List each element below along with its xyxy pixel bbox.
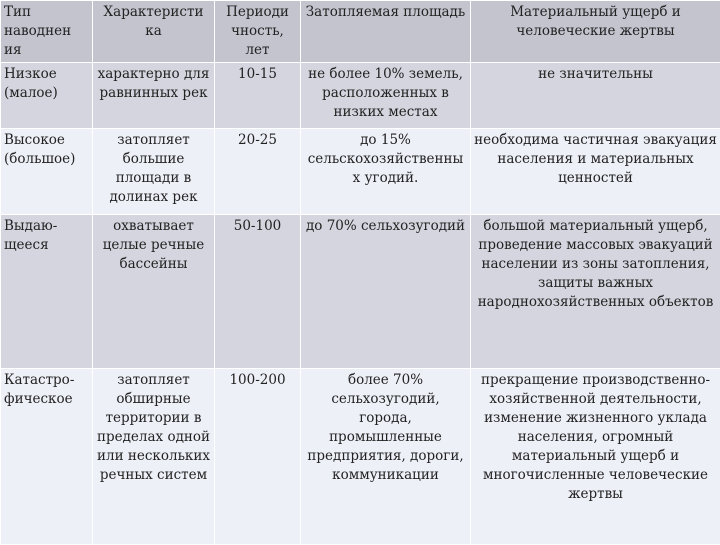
table-header-row xyxy=(1,1,720,63)
characteristic-cell: характерно для равнинных рек xyxy=(93,63,215,129)
damage-cell: большой материальный ущерб, проведение массовых эвакуаций населении из зоны затопления, защиты важных народнохозяйственных объектов xyxy=(471,215,720,369)
flooded-area-cell: до 15% сельскохозяйственны х угодий. xyxy=(301,129,471,215)
table-row xyxy=(1,215,720,369)
flood-type-cell: Высокое (большое) xyxy=(1,129,93,215)
header-flooded-area: Затопляемая площадь xyxy=(301,1,471,63)
flood-type-cell: Выдаю-щееся xyxy=(1,215,93,369)
table-row xyxy=(1,63,720,129)
characteristic-cell: охватывает целые речные бассейны xyxy=(93,215,215,369)
header-periodicity: Периоди чность, лет xyxy=(215,1,301,63)
flooded-area-cell: не более 10% земель, расположенных в низких местах xyxy=(301,63,471,129)
header-characteristic: Характеристи ка xyxy=(93,1,215,63)
table-row xyxy=(1,129,720,215)
flooded-area-cell: более 70% сельхозугодий, города, промышленные предприятия, дороги, коммуникации xyxy=(301,369,471,545)
characteristic-cell: затопляет обширные территории в пределах одной или нескольких речных систем xyxy=(93,369,215,545)
periodicity-cell: 50-100 xyxy=(215,215,301,369)
header-damage: Материальный ущерб и человеческие жертвы xyxy=(471,1,720,63)
damage-cell: необходима частичная эвакуация населения и материальных ценностей xyxy=(471,129,720,215)
periodicity-cell: 100-200 xyxy=(215,369,301,545)
damage-cell: прекращение производственно-хозяйственной деятельности, изменение жизненного уклада населения, огромный материальный ущерб и многочисленные человеческие жертвы xyxy=(471,369,720,545)
flooded-area-cell: до 70% сельхозугодий xyxy=(301,215,471,369)
periodicity-cell: 20-25 xyxy=(215,129,301,215)
periodicity-cell: 10-15 xyxy=(215,63,301,129)
flood-type-cell: Катастро-фическое xyxy=(1,369,93,545)
damage-cell: не значительны xyxy=(471,63,720,129)
flood-type-cell: Низкое (малое) xyxy=(1,63,93,129)
header-flood-type: Тип наводнен ия xyxy=(1,1,93,63)
table-row xyxy=(1,369,720,545)
characteristic-cell: затопляет большие площади в долинах рек xyxy=(93,129,215,215)
